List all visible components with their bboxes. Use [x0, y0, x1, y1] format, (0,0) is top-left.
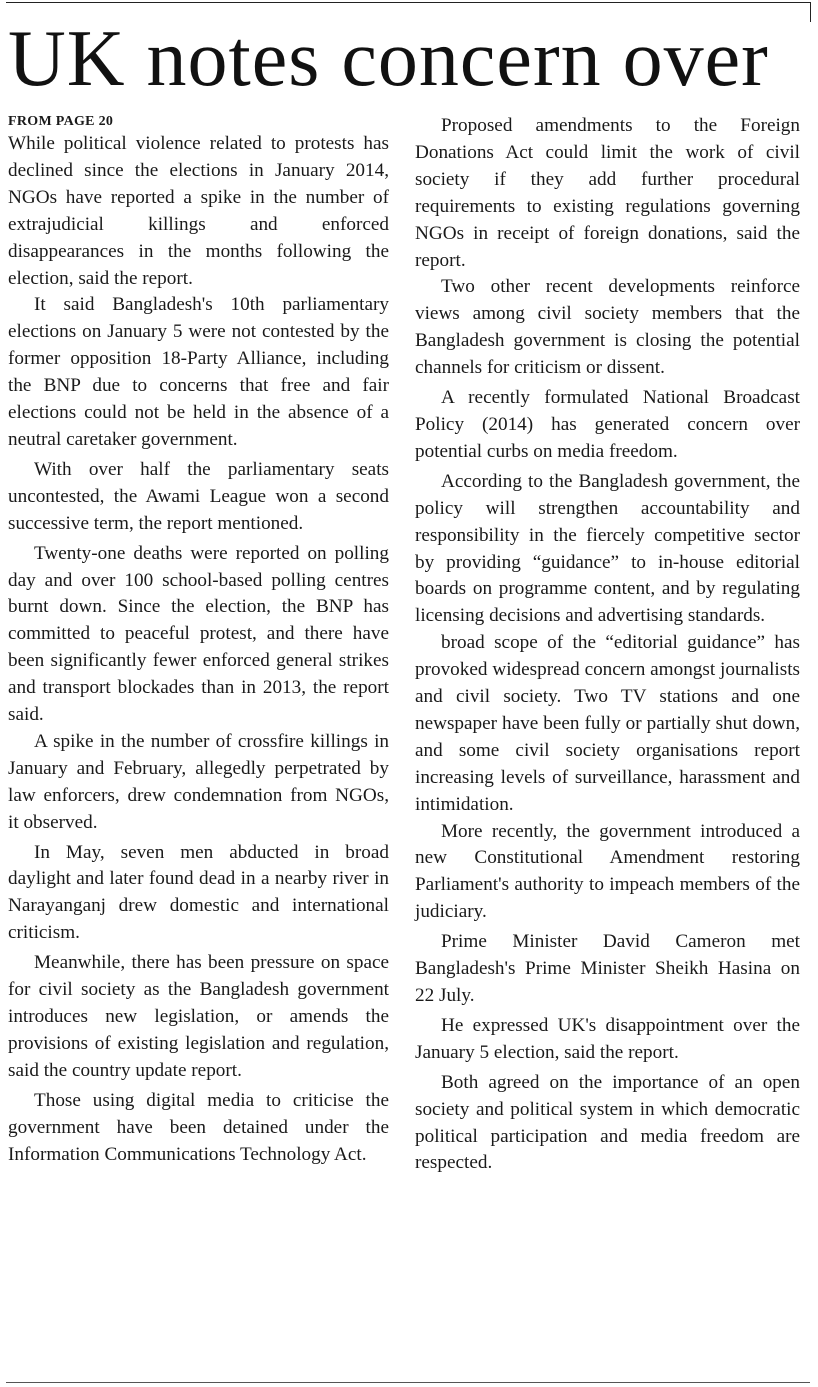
paragraph: A spike in the number of crossfire killings in January and February, allegedly perpetrated by law enforcers, drew condemnation from NGOs, it observed. — [8, 730, 389, 833]
paragraph: Meanwhile, there has been pressure on space for civil society as the Bangladesh government introduces new legislation, or amends the provisions of existing legislation and regulation, said the country update report. — [8, 952, 389, 1081]
kicker: FROM PAGE 20 — [8, 114, 114, 129]
paragraph: According to the Bangladesh government, the policy will strengthen accountability and responsibility in the fiercely competitive sector by providing “guidance” to in-house editorial boards on programme content, and by regulating licensing decisions and advertising standards. — [415, 470, 800, 627]
left-column — [8, 113, 389, 1168]
right-rule — [810, 2, 811, 22]
paragraph: In May, seven men abducted in broad daylight and later found dead in a nearby river in Narayanganj drew domestic and international criticism. — [8, 841, 389, 944]
paragraph: More recently, the government introduced a new Constitutional Amendment restoring Parliament's authority to impeach members of the judiciary. — [415, 820, 800, 923]
paragraph: It said Bangladesh's 10th parliamentary elections on January 5 were not contested by the former opposition 18-Party Alliance, including the BNP due to concerns that free and fair elections could not be held in the absence of a neutral caretaker government. — [8, 294, 389, 450]
paragraph: Prime Minister David Cameron met Bangladesh's Prime Minister Sheikh Hasina on 22 July. — [415, 931, 800, 1006]
top-rule — [6, 2, 810, 3]
paragraph: While political violence related to protests has declined since the elections in January 2014, NGOs have reported a spike in the number of extrajudicial killings and enforced disappearances in the months following the election, said the report. — [8, 133, 389, 289]
paragraph: broad scope of the “editorial guidance” has provoked widespread concern amongst journalists and civil society. Two TV stations and one newspaper have been fully or partially shut down, and some civil society organisations report increasing levels of surveillance, harassment and intimidation. — [415, 632, 800, 815]
right-column — [415, 113, 800, 1177]
paragraph: Two other recent developments reinforce views among civil society members that the Bangladesh government is closing the potential channels for criticism or dissent. — [415, 276, 800, 379]
paragraph: Twenty-one deaths were reported on polling day and over 100 school-based polling centres burnt down. Since the election, the BNP has committed to peaceful protest, and there have been significantly fewer enforced general strikes and transport blockades than in 2013, the report said. — [8, 542, 389, 726]
paragraph: Both agreed on the importance of an open society and political system in which democratic political participation and media freedom are respected. — [415, 1071, 800, 1174]
paragraph: He expressed UK's disappointment over the January 5 election, said the report. — [415, 1014, 800, 1063]
paragraph: A recently formulated National Broadcast Policy (2014) has generated concern over potential curbs on media freedom. — [415, 387, 800, 462]
headline: UK notes concern over — [8, 15, 769, 103]
bottom-rule — [6, 1382, 810, 1383]
paragraph: With over half the parliamentary seats uncontested, the Awami League won a second successive term, the report mentioned. — [8, 458, 389, 534]
paragraph: Proposed amendments to the Foreign Donations Act could limit the work of civil society if they add further procedural requirements to existing regulations governing NGOs in receipt of foreign donations, said the report. — [415, 115, 800, 271]
paragraph: Those using digital media to criticise the government have been detained under the Information Communications Technology Act. — [8, 1089, 389, 1165]
